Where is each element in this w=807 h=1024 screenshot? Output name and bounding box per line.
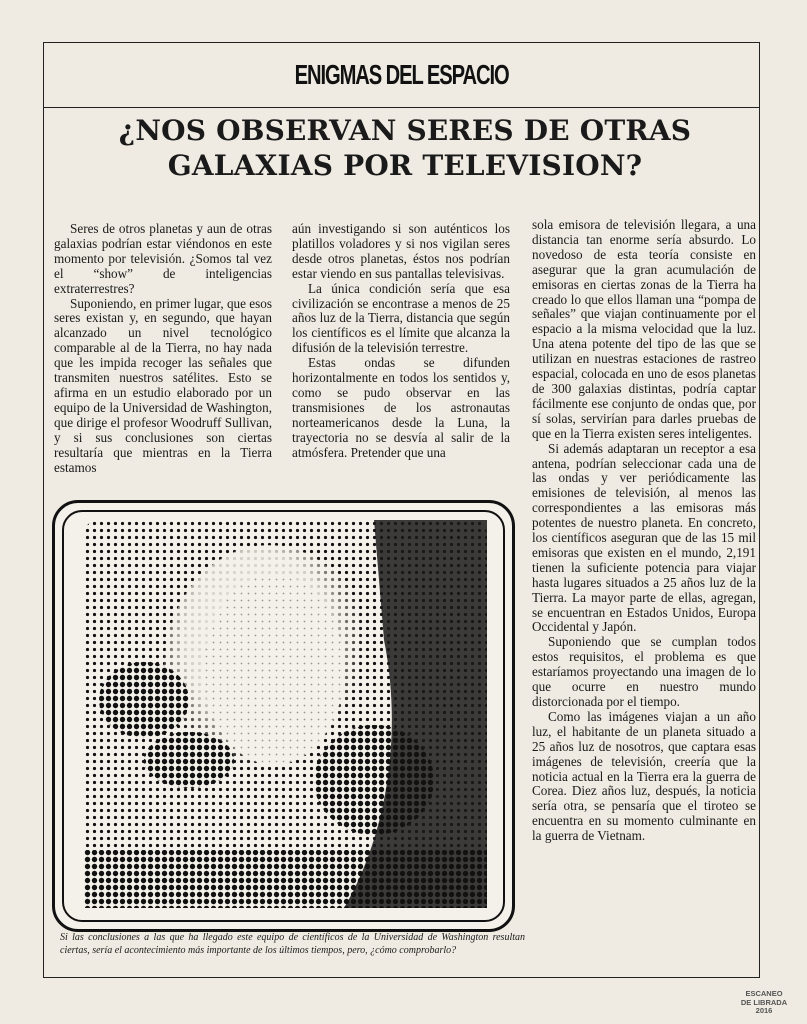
tv-screen-photo	[62, 510, 505, 922]
paragraph: La única condición sería que esa civilización se encontrase a menos de 25 años luz de la Tierra, distancia que según los científicos es el límite que alcanza la difusión de la televisión terrestre.	[292, 280, 510, 356]
paragraph: Como las imágenes viajan a un año luz, el habitante de un planeta situado a 25 años luz de nosotros, que captara esas imágenes de televisión, creería que la noticia actual en la Tierra era la guerra de Corea. Diez años luz, después, la noticia sería otra, se pensaría que el tiroteo se encuentra en su momento culminante en la guerra de Vietnam.	[532, 708, 756, 844]
paragraph: Seres de otros planetas y aun de otras galaxias podrían estar viéndonos en este momento por televisión. ¿Somos tal vez el “show” de inteligencias extraterrestres?	[54, 221, 272, 296]
credit-line-1: ESCANEO	[745, 989, 783, 998]
paragraph: Si además adaptaran un receptor a esa antena, podrían seleccionar cada una de las ondas y ver periódicamente las emisiones de televisión, al menos las correspondientes a las emisoras más potentes de nuestro planeta. En concreto, los científicos aseguran que de las 15 mil emisoras que existen en el mundo, 2,191 tienen la suficiente potencia para viajar hasta lugares situados a 25 años luz de la Tierra. La mayor parte de ellas, agregan, se encuentran en Estados Unidos, Europa Occidental y Japón.	[532, 440, 756, 635]
article-headline	[60, 113, 750, 183]
article-column-3	[532, 218, 756, 844]
section-header	[43, 42, 760, 108]
article-column-1	[54, 222, 272, 475]
headline-line-1: ¿NOS OBSERVAN SERES DE OTRAS	[118, 114, 692, 147]
paragraph: Suponiendo que se cumplan todos estos requisitos, el problema es que estaríamos proyectando una imagen de lo que ocurre en nuestro mundo distorcionada por el tiempo.	[532, 634, 756, 709]
article-column-2	[292, 222, 510, 461]
section-title: ENIGMAS DEL ESPACIO	[294, 58, 509, 90]
photo-caption: Si las conclusiones a las que ha llegado este equipo de científicos de la Universidad de Washington resultan ciertas, sería el acontecimiento más importante de los últimos tiempos, pero, ¿cómo comprobarlo?	[60, 932, 525, 956]
paragraph: sola emisora de televisión llegara, a una distancia tan enorme sería absurdo. Lo novedoso de esta teoría consiste en asegurar que la gran acumulación de emisoras en ciertas zonas de la Tierra ha creado lo que ellos llaman una “pompa de señales” que viajan continuamente por el espacio a la misma velocidad que la luz. Una atena potente del tipo de las que se utilizan en nuestras estaciones de rastreo espacial, colocada en uno de esos planetas de 300 galaxias distintas, podría captar fácilmente ese conjunto de ondas que, por sí solas, servirían para darles pruebas de que en la Tierra existen seres inteligentes.	[532, 217, 756, 441]
headline-line-2: GALAXIAS POR TELEVISION?	[167, 149, 643, 182]
halftone-face-image	[84, 520, 487, 908]
credit-line-2: DE LIBRADA	[740, 997, 788, 1007]
credit-line-3: 2016	[755, 1006, 773, 1015]
scan-credit	[732, 990, 796, 1016]
paragraph: Suponiendo, en primer lugar, que esos seres existan y, en segundo, que hayan alcanzado un nivel tecnológico comparable al de la Tierra, no hay nada que les impida recoger las señales que transmiten nuestros satélites. Esto se afirma en un estudio elaborado por un equipo de la Universidad de Washington, que dirige el profesor Woodruff Sullivan, y si sus conclusiones son ciertas resultaría que mientras en la Tierra estamos	[54, 295, 273, 475]
paragraph: aún investigando si son auténticos los platillos voladores y si nos vigilan seres desde otros planetas, éstos nos podrían estar viendo en sus pantallas televisivas.	[292, 221, 510, 281]
paragraph: Estas ondas se difunden horizontalmente en todos los sentidos y, como se pudo observar en las transmisiones de los astronautas norteamericanos desde la Luna, la trayectoria no se desvía al salir de la atmósfera. Pretender que una	[292, 355, 510, 460]
